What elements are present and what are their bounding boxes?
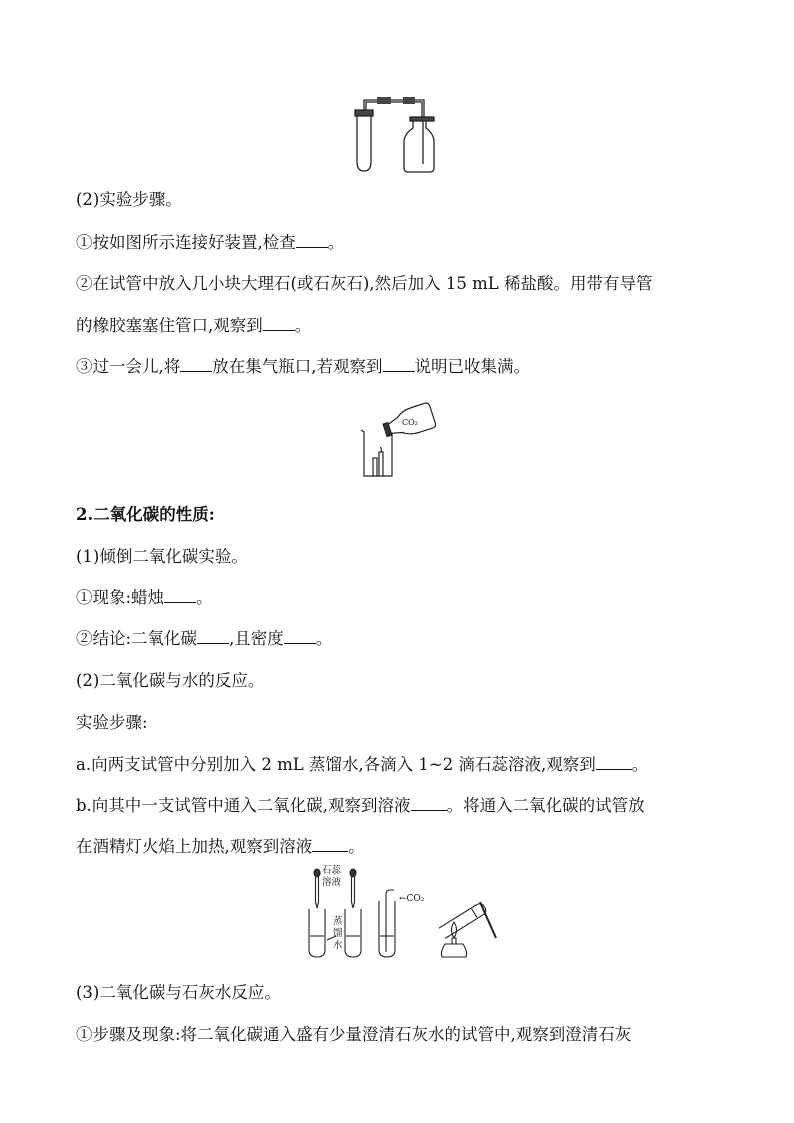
line-text: (2)二氧化碳与水的反应。	[76, 671, 265, 690]
line-text: 。	[631, 755, 649, 774]
step-2-cont	[76, 315, 311, 337]
line-text: a.向两支试管中分别加入 2 mL 蒸馏水,各滴入 1~2 滴石蕊溶液,观察到	[76, 755, 596, 774]
line-text: (2)实验步骤。	[76, 190, 182, 209]
phenomenon-line	[76, 587, 213, 609]
line-text: (1)倾倒二氧化碳实验。	[76, 547, 248, 566]
line-text: 。	[294, 316, 312, 335]
water-label-3: 水	[333, 940, 343, 951]
line-text: ①现象:蜡烛	[76, 588, 165, 607]
line-text: ②在试管中放入几小块大理石(或石灰石),然后加入 15 mL 稀盐酸。用带有导管	[76, 274, 653, 293]
line-text: 说明已收集满。	[414, 357, 530, 376]
answer-blank[interactable]	[197, 629, 229, 644]
line-text: ,且密度	[229, 629, 284, 648]
answer-blank[interactable]	[180, 357, 212, 372]
section-title	[76, 504, 215, 526]
line-text: 。	[327, 233, 345, 252]
line-text: 。	[348, 837, 365, 856]
dropper-label-line1: 石蕊	[322, 865, 342, 876]
line-text: (3)二氧化碳与石灰水反应。	[76, 983, 281, 1002]
step-3	[76, 356, 530, 378]
answer-blank[interactable]	[263, 316, 295, 331]
step-a	[76, 754, 648, 776]
water-label-2: 馏	[333, 928, 343, 939]
line-text: 2.二氧化碳的性质:	[76, 505, 215, 524]
line-text: ①按如图所示连接好装置,检查	[76, 233, 296, 252]
answer-blank[interactable]	[296, 233, 328, 248]
litmus-test-tubes-figure	[300, 864, 502, 964]
subsection-2	[76, 670, 264, 692]
answer-blank[interactable]	[383, 357, 415, 372]
step-heading	[76, 189, 182, 211]
bottle-label: CO₂	[402, 418, 418, 427]
water-label-1: 蒸	[333, 916, 343, 927]
step-b	[76, 795, 645, 817]
step-2	[76, 273, 652, 295]
line-text: ①步骤及现象:将二氧化碳通入盛有少量澄清石灰水的试管中,观察到澄清石灰	[76, 1025, 632, 1044]
line-text: 在酒精灯火焰上加热,观察到溶液	[76, 837, 313, 856]
conclusion-line	[76, 628, 332, 650]
line-text: 放在集气瓶口,若观察到	[212, 357, 383, 376]
answer-blank[interactable]	[284, 629, 316, 644]
subsection-3	[76, 982, 281, 1004]
line-text: b.向其中一支试管中通入二氧化碳,观察到溶液	[76, 796, 411, 815]
answer-blank[interactable]	[312, 837, 348, 852]
line-text: 。	[196, 588, 213, 607]
gas-label: ←CO₂	[399, 894, 425, 904]
answer-blank[interactable]	[411, 796, 447, 811]
line-text: 的橡胶塞塞住管口,观察到	[76, 316, 263, 335]
subsection-1	[76, 546, 248, 568]
line-text: ②结论:二氧化碳	[76, 629, 198, 648]
steps-label	[76, 712, 148, 734]
line-text: ③过一会儿,将	[76, 357, 181, 376]
dropper-label-line2: 溶液	[322, 877, 342, 888]
line-text: 。将通入二氧化碳的试管放	[446, 796, 645, 815]
step-limewater	[76, 1024, 631, 1046]
answer-blank[interactable]	[596, 755, 632, 770]
step-1	[76, 232, 344, 254]
gas-collection-apparatus-figure	[348, 92, 438, 174]
line-text: 。	[315, 629, 333, 648]
step-b-cont	[76, 836, 365, 858]
answer-blank[interactable]	[164, 588, 196, 603]
line-text: 实验步骤:	[76, 713, 148, 732]
co2-pour-candle-figure	[358, 402, 438, 480]
